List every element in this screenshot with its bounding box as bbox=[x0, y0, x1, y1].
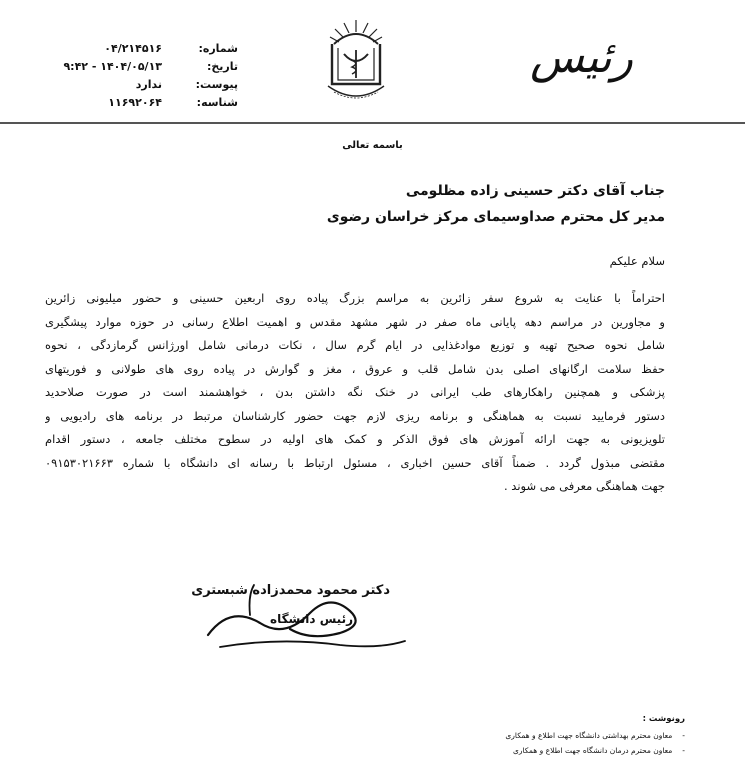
body-line: احتراماً با عنایت به شروع سفر زائرین به مراسم بزرگ پیاده روی اربعین حسینی و حضور میلیونی زائرین bbox=[45, 291, 665, 305]
cc-bullet: - bbox=[682, 731, 685, 740]
id-value: ۱۱۶۹۲۰۶۴ bbox=[108, 96, 162, 109]
cc-bullet: - bbox=[682, 746, 685, 755]
cc-item-text: معاون محترم بهداشتی دانشگاه جهت اطلاع و همکاری bbox=[505, 731, 673, 740]
greeting: سلام علیکم bbox=[609, 254, 665, 268]
basmala: باسمه تعالی bbox=[342, 140, 403, 151]
university-logo bbox=[320, 14, 392, 108]
body-line: تلویزیونی به جهت ارائه آموزش های فوق الذکر و کمک های اولیه در سطوح مختلف جامعه ، دستور اقدام bbox=[45, 432, 665, 446]
body-line: حفظ سلامت ارگانهای اصلی بدن شامل قلب و عروق ، مغز و گوارش در پیاده روی های طولانی و فوریتهای bbox=[45, 361, 665, 376]
cc-heading: رونوشت : bbox=[642, 714, 685, 724]
date-label: تاریخ: bbox=[206, 60, 238, 73]
id-label: شناسه: bbox=[196, 96, 238, 109]
cc-item-text: معاون محترم درمان دانشگاه جهت اطلاع و همکاری bbox=[513, 746, 673, 755]
date-value: ۱۴۰۴/۰۵/۱۳ - ۹:۴۲ bbox=[63, 60, 162, 73]
handwritten-signature bbox=[190, 575, 420, 655]
signatory-title: رئیس دانشگاه bbox=[269, 612, 353, 626]
letter-body bbox=[45, 287, 665, 499]
attachment-label: پیوست: bbox=[195, 78, 238, 91]
attachment-value: ندارد bbox=[135, 78, 162, 91]
letter-meta-values bbox=[50, 40, 162, 112]
letterhead-title: رئیس bbox=[530, 32, 633, 83]
addressee-name: جناب آقای دکتر حسینی زاده مظلومی bbox=[405, 183, 665, 199]
body-line: مقتضی مبذول گردد . ضمناً آقای حسین اخباری ، مسئول ارتباط با رسانه ای دانشگاه با شماره ۰۹۱۵۳۰۲۱۶۶۳ bbox=[45, 455, 665, 470]
cc-list bbox=[325, 728, 685, 758]
header-divider bbox=[0, 122, 745, 124]
body-line: جهت هماهنگی معرفی می شوند . bbox=[503, 479, 665, 493]
addressee-block bbox=[65, 178, 665, 230]
body-line: شامل نحوه صحیح تهیه و توزیع موادغذایی در ایام گرم سال ، نکات درمانی شامل اورژانس گرمازدگی ، نحوه bbox=[45, 338, 665, 352]
body-line: و مجاورین در مراسم دهه پایانی ماه صفر در شهر مشهد مقدس و اهمیت اطلاع رسانی در حوزه موارد پیشگیری bbox=[45, 314, 665, 329]
cc-item bbox=[325, 728, 685, 743]
signatory-name: دکتر محمود محمدزاده شبستری bbox=[191, 583, 390, 598]
number-label: شماره: bbox=[198, 42, 238, 55]
cc-item bbox=[325, 743, 685, 758]
body-line: پزشکی و همچنین راهکارهای طب ایرانی در خنک نگه داشتن بدن ، خواهشمند است در صورت صلاحدید bbox=[45, 385, 665, 399]
number-value: ۰۴/۲۱۴۵۱۶ bbox=[104, 42, 162, 55]
body-line: دستور فرمایید نسبت به هماهنگی و برنامه ریزی لازم جهت حضور کارشناسان مرتبط در برنامه های رادیویی و bbox=[45, 408, 665, 423]
addressee-position: مدیر کل محترم صداوسیمای مرکز خراسان رضوی bbox=[326, 209, 665, 225]
letter-meta-labels bbox=[168, 40, 238, 112]
